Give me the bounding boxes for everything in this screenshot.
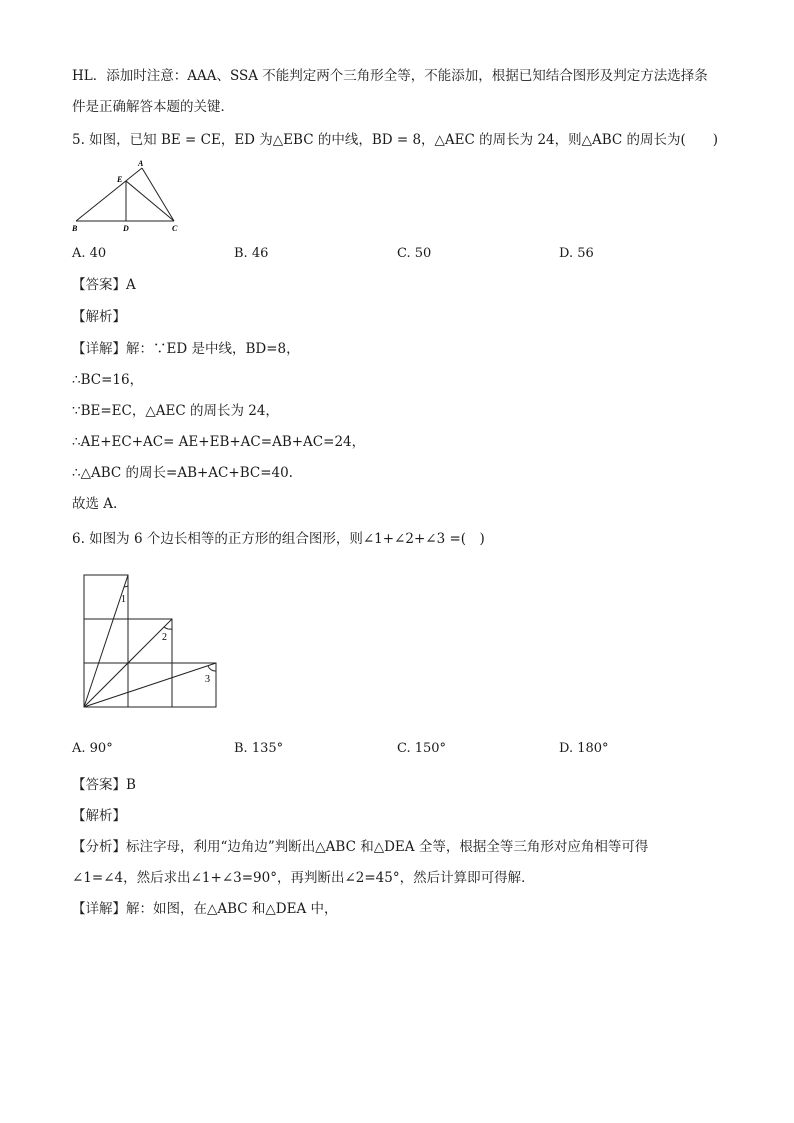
label-e: E <box>117 175 123 184</box>
angle-label-1: 1 <box>121 594 126 605</box>
angle-label-2: 2 <box>162 632 167 643</box>
q5-solution-line-5: ∴△ABC 的周长=AB+AC+BC=40. <box>72 465 293 481</box>
q6-detail-start: 【详解】解：如图，在△ABC 和△DEA 中， <box>72 901 338 917</box>
q6-stem: 6. 如图为 6 个边长相等的正方形的组合图形，则∠1+∠2+∠3 =( ) <box>72 531 485 547</box>
q5-option-b: B. 46 <box>234 246 269 261</box>
q5-solution-line-6: 故选 A. <box>72 496 118 512</box>
angle-arc-3 <box>208 666 216 671</box>
q6-option-a: A. 90° <box>72 741 113 756</box>
q5-answer: 【答案】A <box>72 277 136 293</box>
q5-stem: 5. 如图，已知 BE = CE，ED 为△EBC 的中线，BD = 8，△AEC 的周长为 24，则△ABC 的周长为( ) <box>72 132 719 148</box>
intro-line-2: 件是正确解答本题的关键． <box>72 99 234 115</box>
segment-ac <box>142 168 174 221</box>
q5-analysis-heading: 【解析】 <box>72 309 126 325</box>
angle-label-3: 3 <box>205 674 210 685</box>
diagonal-3 <box>84 663 216 707</box>
segment-ec <box>126 181 174 221</box>
angle-arc-2 <box>164 627 172 629</box>
q5-solution-line-2: ∴BC=16， <box>72 372 144 388</box>
label-c: C <box>172 224 178 233</box>
q6-option-b: B. 135° <box>234 741 284 756</box>
label-b: B <box>72 224 78 233</box>
q6-squares-figure <box>80 572 225 712</box>
q5-option-a: A. 40 <box>72 246 107 261</box>
q5-option-d: D. 56 <box>559 246 594 261</box>
segment-ba <box>76 168 142 221</box>
q6-option-d: D. 180° <box>559 741 609 756</box>
square-6 <box>172 663 216 707</box>
q5-solution-line-4: ∴AE+EC+AC= AE+EB+AC=AB+AC=24， <box>72 434 366 450</box>
q6-analysis-line-1: 【分析】标注字母，利用“边角边”判断出△ABC 和△DEA 全等，根据全等三角形对应角相等可得 <box>72 839 649 855</box>
intro-line-1: HL．添加时注意：AAA、SSA 不能判定两个三角形全等，不能添加，根据已知结合图形及判定方法选择条 <box>72 68 708 84</box>
q5-solution-line-3: ∵BE=EC，△AEC 的周长为 24， <box>72 403 279 419</box>
label-d: D <box>123 224 129 233</box>
q5-option-c: C. 50 <box>397 246 432 261</box>
q5-solution-line-1: 【详解】解：∵ED 是中线，BD=8， <box>72 341 300 357</box>
q5-triangle-figure <box>70 158 185 233</box>
q6-option-c: C. 150° <box>397 741 447 756</box>
q6-analysis-line-2: ∠1=∠4，然后求出∠1+∠3=90°，再判断出∠2=45°，然后计算即可得解． <box>72 870 535 886</box>
q6-analysis-heading: 【解析】 <box>72 808 126 824</box>
q6-answer: 【答案】B <box>72 777 136 793</box>
label-a: A <box>138 159 144 168</box>
